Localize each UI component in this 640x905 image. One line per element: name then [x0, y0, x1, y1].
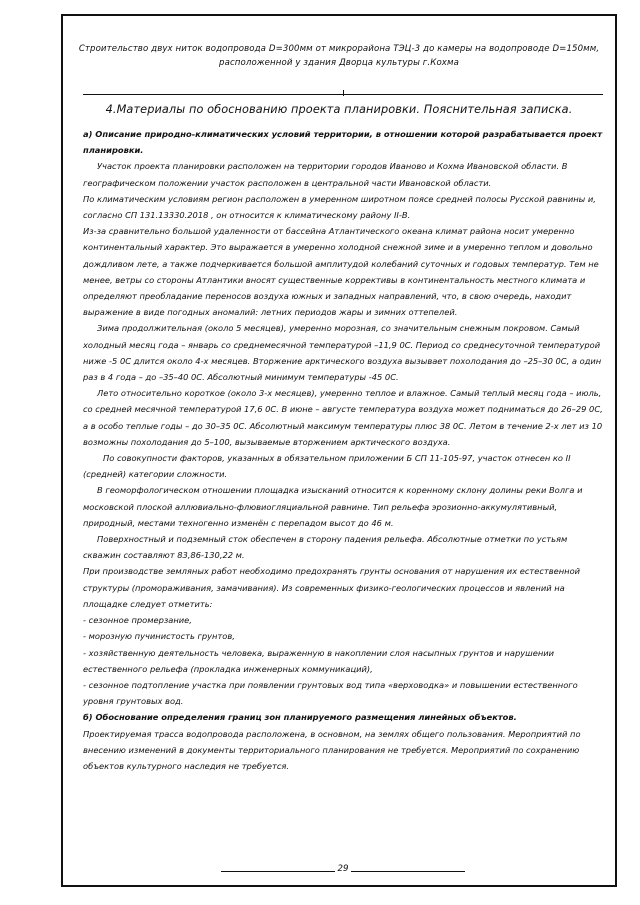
- footer-line-left: [221, 871, 335, 872]
- list-item: - морозную пучинистость грунтов,: [83, 631, 235, 642]
- paragraph: Поверхностный и подземный сток обеспечен в сторону падения рельефа. Абсолютные отметки по устьям скважин составляют 83,86-130,22 м.: [83, 534, 568, 561]
- header-line-2: расположенной у здания Дворца культуры г.Кохма: [219, 58, 459, 68]
- list-item: - сезонное подтопление участка при появлении грунтовых вод типа «верховодка» и повышении естественного уровня грунтовых вод.: [83, 679, 578, 707]
- page-number: 29: [337, 864, 349, 874]
- paragraph: Проектируемая трасса водопровода расположена, в основном, на землях общего пользования. Мероприятий по внесению изменений в документы территориального планирования не требуется. Мероприятий по сохранению объектов культурного наследия не требуется.: [83, 728, 581, 771]
- page-footer: [63, 864, 615, 878]
- section-title: 4.Материалы по обоснованию проекта планировки. Пояснительная записка.: [105, 103, 573, 116]
- page-frame: [61, 14, 617, 887]
- document-header: [63, 42, 615, 70]
- paragraph: В геоморфологическом отношении площадка изысканий относится к коренному склону долины реки Волга и московской плоской аллювиально-флювиогляциальной равнине. Тип рельефа эрозионно-аккумулятивный, природный, местами техногенно изменён с перепадом высот до 46 м.: [83, 485, 583, 528]
- paragraph: Участок проекта планировки расположен на территории городов Иваново и Кохма Ивановской области. В географическом положении участок расположен в центральной части Ивановской области.: [83, 161, 568, 188]
- paragraph: Лето относительно короткое (около 3-х месяцев), умеренно теплое и влажное. Самый теплый месяц года – июль, со средней месячной температурой 17,6 0С. В июне – августе температура воздуха может подниматься до 26–29 0С, а в особо теплые годы – до 30–35 0С. Абсолютный максимум температуры плюс 38 0С. Летом в течение 2-х лет из 10 возможны похолодания до 5–100, вызываемые вторжением арктического воздуха.: [83, 388, 603, 447]
- list-item: - хозяйственную деятельность человека, выраженную в накоплении слоя насыпных грунтов и нарушении естественного рельефа (прокладка инженерных коммуникаций),: [83, 647, 555, 674]
- paragraph: Зима продолжительная (около 5 месяцев), умеренно морозная, со значительным снежным покровом. Самый холодный месяц года – январь со среднемесячной температурой –11,9 0С. Период со среднесуточной температурой ниже -5 0С длится около 4-х месяцев. Вторжение арктического воздуха вызывает похолодания до –25–30 0С, а один раз в 4 года – до –35–40 0С. Абсолютный минимум температуры -45 0С.: [83, 323, 602, 383]
- paragraph: При производстве земляных работ необходимо предохранять грунты основания от нарушения их естественной структуры (промораживания, замачивания). Из современных физико-геологических процессов и явлений на площадке следует отметить:: [83, 566, 581, 609]
- document-body: [83, 126, 605, 774]
- paragraph: По совокупности факторов, указанных в обязательном приложении Б СП 11-105-97, участок отнесен ко II (средней) категории сложности.: [83, 453, 571, 480]
- divider-tick: [343, 90, 344, 96]
- subheading-b: б) Обоснование определения границ зон планируемого размещения линейных объектов.: [83, 712, 517, 723]
- paragraph: Из-за сравнительно большой удаленности от бассейна Атлантического океана климат района носит умеренно континентальный характер. Это выражается в умеренно холодной снежной зиме и в умеренно теплом и довольно дождливом лете, а также подчеркивается большой амплитудой колебаний суточных и годовых температур. Тем не менее, ветры со стороны Атлантики вносят существенные коррективы в континентальность местного климата и определяют преобладание переносов воздуха южных и западных направлений, что, в свою очередь, находит выражение в виде погодных аномалий: летних периодов жары и зимних оттепелей.: [83, 226, 599, 318]
- footer-line-right: [351, 871, 465, 872]
- paragraph: По климатическим условиям регион расположен в умеренном широтном поясе средней полосы Русской равнины и, согласно СП 131.13330.2018 , он относится к климатическому району II-В.: [83, 193, 596, 221]
- list-item: - сезонное промерзание,: [83, 615, 192, 626]
- subheading-a: а) Описание природно-климатических условий территории, в отношении которой разрабатывается проект планировки.: [83, 129, 603, 156]
- header-line-1: Строительство двух ниток водопровода D=300мм от микрорайона ТЭЦ-3 до камеры на водопроводе D=150мм,: [78, 44, 600, 54]
